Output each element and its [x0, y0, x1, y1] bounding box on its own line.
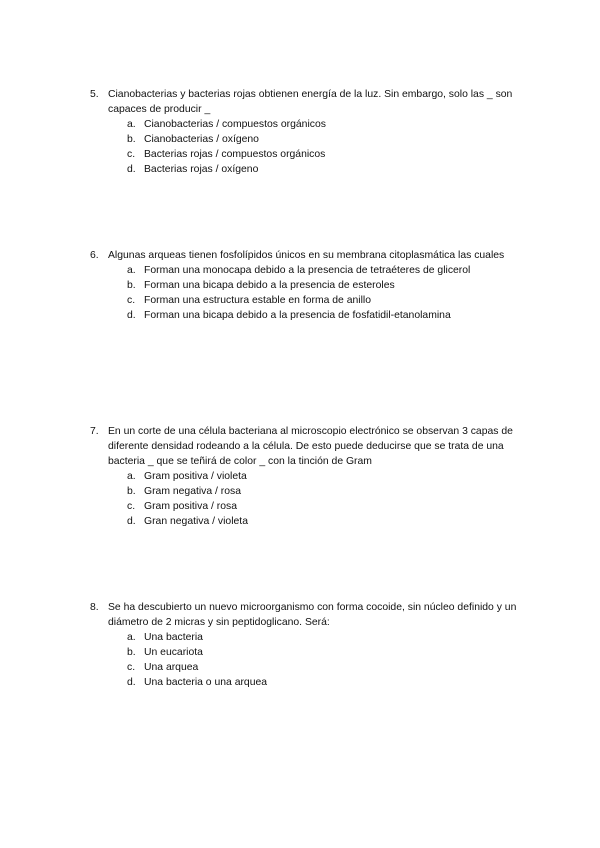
question-text: En un corte de una célula bacteriana al microscopio electrónico se observan 3 capas de diferente densidad rodeando a la célula. De esto puede deducirse que se trata de una bacteria _ que se teñirá de color _ con la tinción de Gram — [108, 426, 513, 467]
option-text: Gran negativa / violeta — [144, 516, 248, 527]
option-text: Una arquea — [144, 662, 199, 673]
question-7 — [90, 424, 530, 529]
option-c[interactable] — [90, 499, 530, 514]
option-text: Cianobacterias / compuestos orgánicos — [144, 119, 326, 130]
option-text: Una bacteria — [144, 632, 203, 643]
option-a[interactable] — [90, 630, 530, 645]
option-text: Gram positiva / rosa — [144, 501, 237, 512]
option-a[interactable] — [90, 469, 530, 484]
option-b[interactable] — [90, 484, 530, 499]
options-list — [90, 263, 530, 323]
option-a[interactable] — [90, 117, 530, 132]
question-text: Cianobacterias y bacterias rojas obtienen energía de la luz. Sin embargo, solo las _ son capaces de producir _ — [108, 89, 513, 115]
option-letter: c. — [127, 149, 136, 160]
option-d[interactable] — [90, 162, 530, 177]
option-c[interactable] — [90, 147, 530, 162]
option-c[interactable] — [90, 660, 530, 675]
question-8 — [90, 600, 530, 690]
question-5 — [90, 87, 530, 177]
option-d[interactable] — [90, 514, 530, 529]
option-d[interactable] — [90, 675, 530, 690]
option-letter: b. — [127, 647, 136, 658]
option-text: Forman una bicapa debido a la presencia de fosfatidil-etanolamina — [144, 310, 451, 321]
question-number: 7. — [90, 426, 99, 437]
option-d[interactable] — [90, 308, 530, 323]
option-letter: c. — [127, 501, 136, 512]
option-b[interactable] — [90, 278, 530, 293]
option-text: Gram positiva / violeta — [144, 471, 247, 482]
option-b[interactable] — [90, 645, 530, 660]
question-number: 5. — [90, 89, 99, 100]
option-b[interactable] — [90, 132, 530, 147]
option-letter: b. — [127, 486, 136, 497]
option-letter: d. — [127, 164, 136, 175]
option-letter: d. — [127, 310, 136, 321]
option-letter: b. — [127, 134, 136, 145]
option-letter: a. — [127, 632, 136, 643]
options-list — [90, 630, 530, 690]
option-letter: a. — [127, 265, 136, 276]
option-letter: d. — [127, 677, 136, 688]
option-a[interactable] — [90, 263, 530, 278]
option-letter: a. — [127, 119, 136, 130]
option-letter: c. — [127, 295, 136, 306]
option-letter: d. — [127, 516, 136, 527]
option-text: Forman una estructura estable en forma de anillo — [144, 295, 371, 306]
option-letter: c. — [127, 662, 136, 673]
option-text: Un eucariota — [144, 647, 203, 658]
options-list — [90, 117, 530, 177]
question-6 — [90, 248, 530, 323]
option-letter: a. — [127, 471, 136, 482]
option-text: Forman una bicapa debido a la presencia de esteroles — [144, 280, 395, 291]
question-number: 8. — [90, 602, 99, 613]
option-c[interactable] — [90, 293, 530, 308]
option-text: Forman una monocapa debido a la presencia de tetraéteres de glicerol — [144, 265, 471, 276]
option-letter: b. — [127, 280, 136, 291]
options-list — [90, 469, 530, 529]
option-text: Bacterias rojas / compuestos orgánicos — [144, 149, 326, 160]
option-text: Una bacteria o una arquea — [144, 677, 268, 688]
option-text: Gram negativa / rosa — [144, 486, 242, 497]
option-text: Bacterias rojas / oxígeno — [144, 164, 259, 175]
question-number: 6. — [90, 250, 99, 261]
question-text: Algunas arqueas tienen fosfolípidos únicos en su membrana citoplasmática las cuales — [108, 250, 505, 261]
question-text: Se ha descubierto un nuevo microorganismo con forma cocoide, sin núcleo definido y un diámetro de 2 micras y sin peptidoglicano. Será: — [108, 602, 517, 628]
option-text: Cianobacterias / oxígeno — [144, 134, 259, 145]
